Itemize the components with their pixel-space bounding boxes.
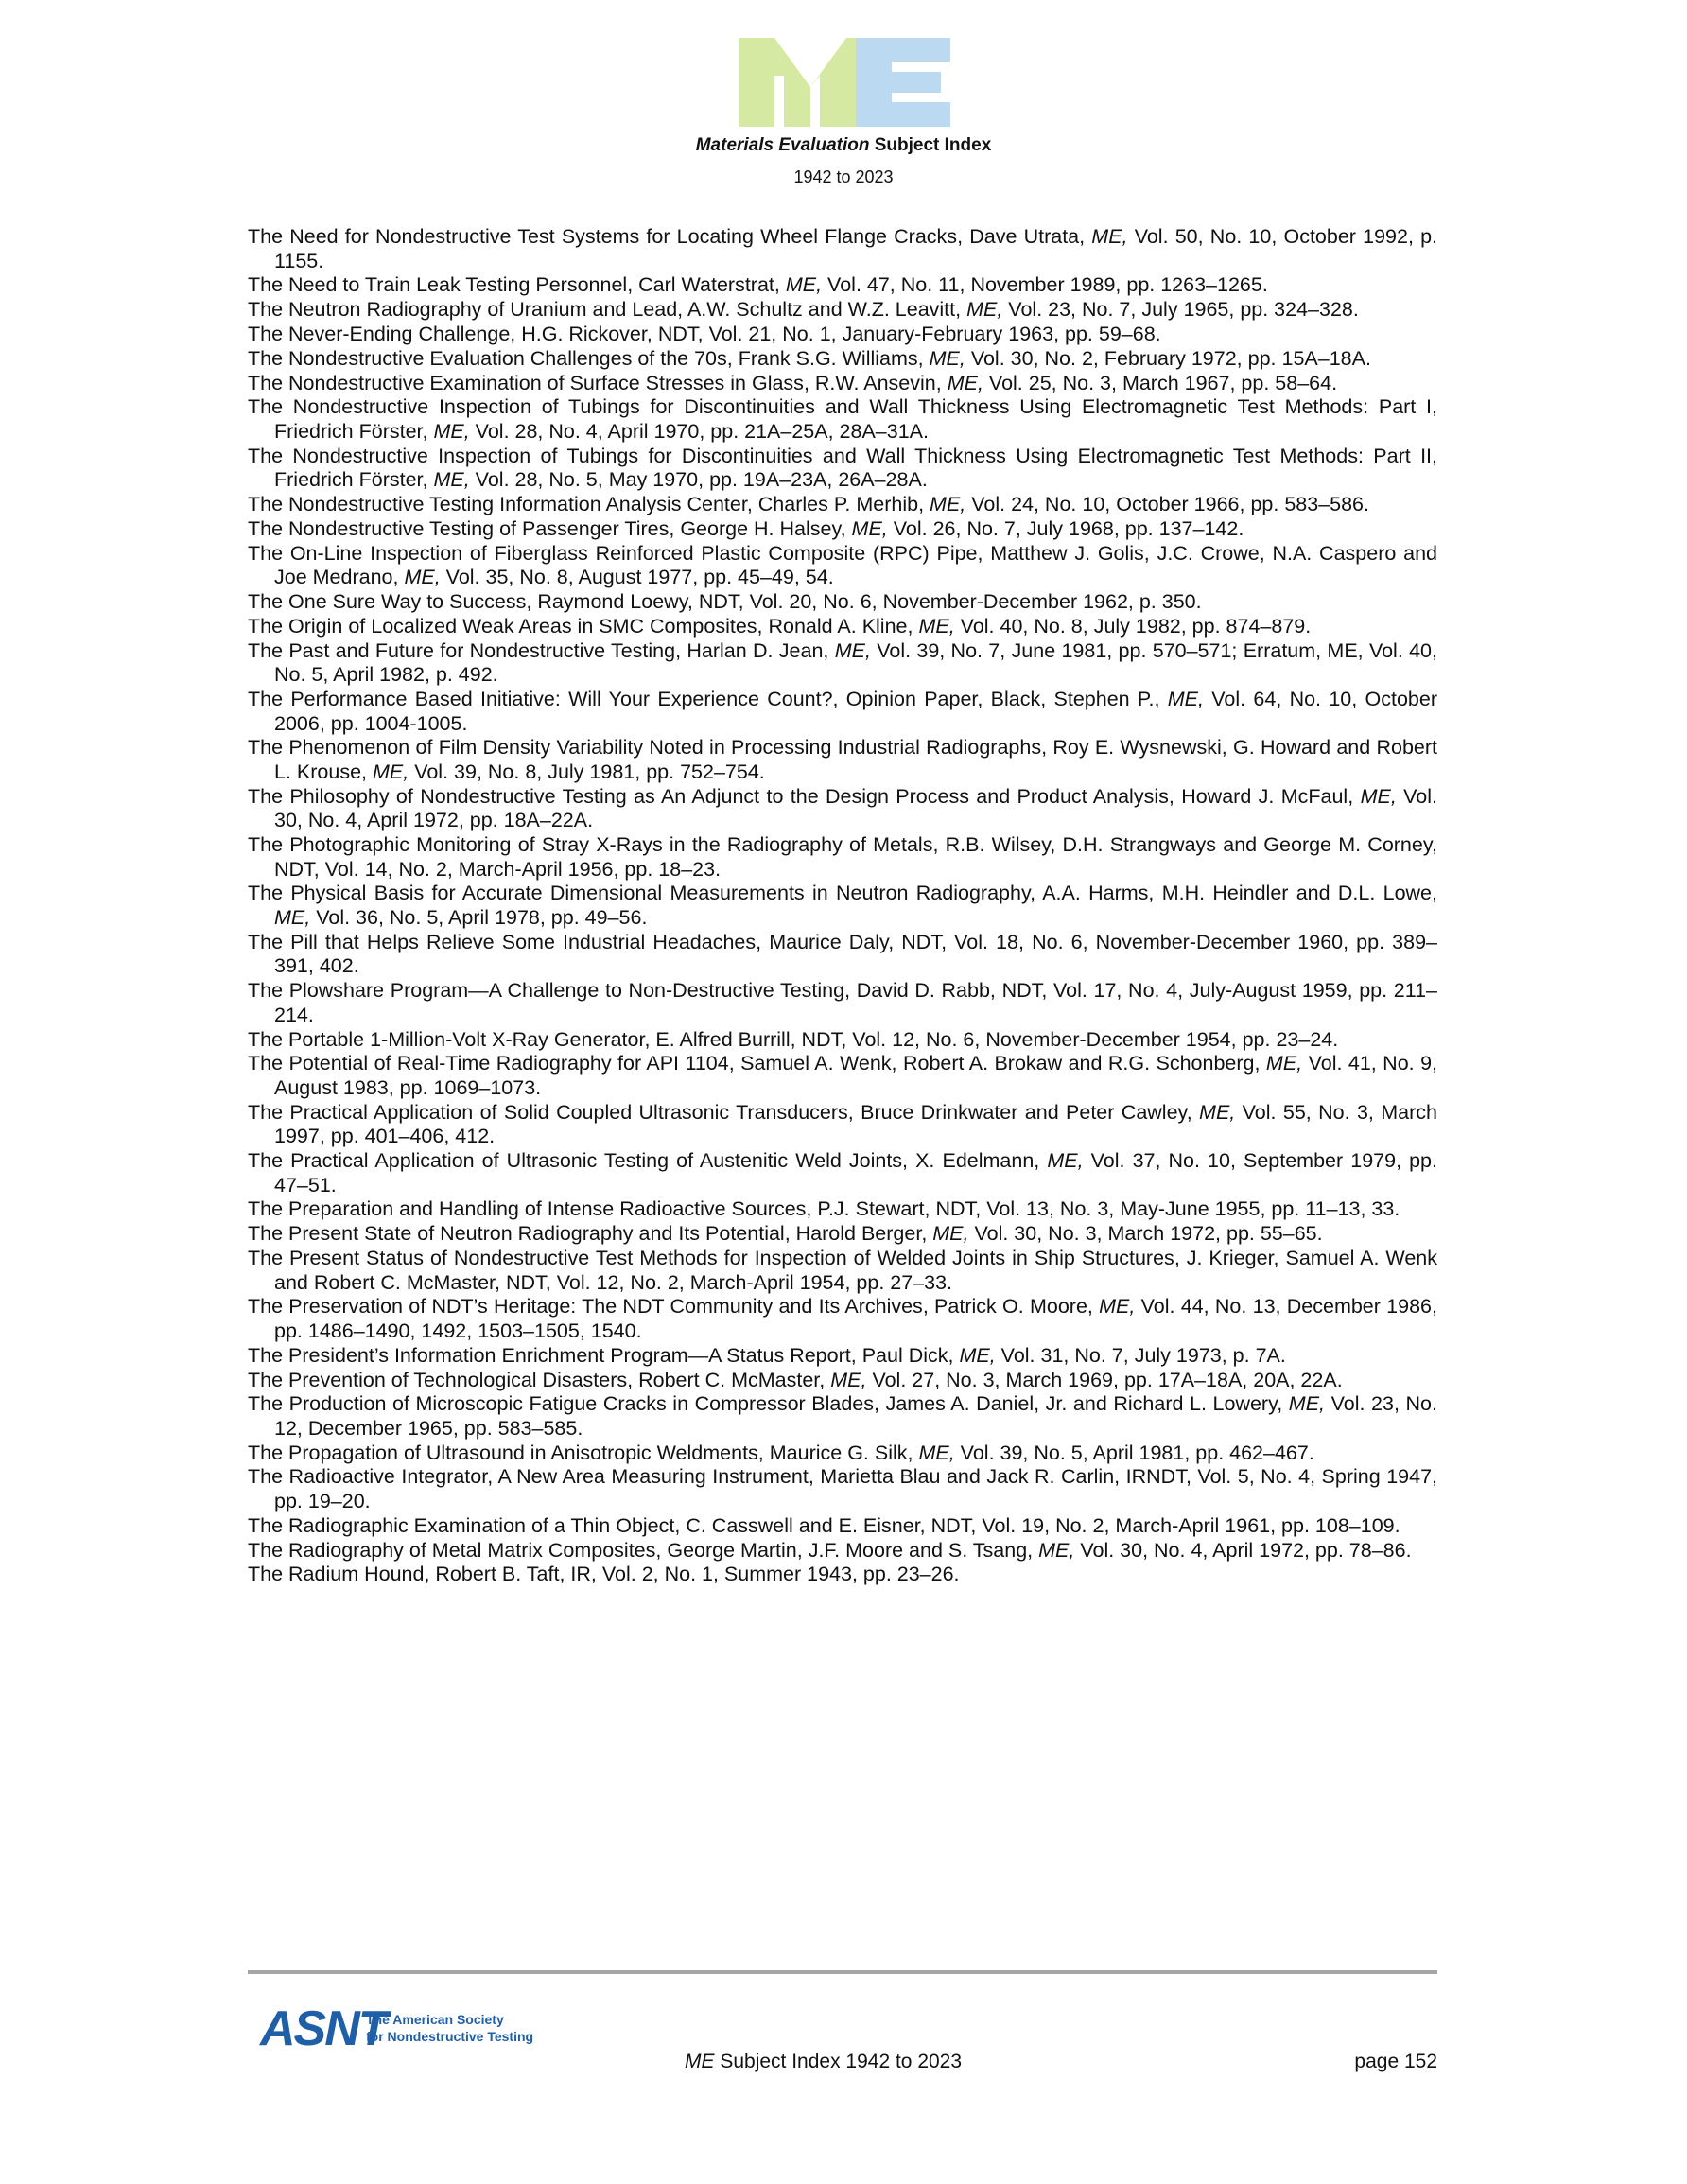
entry-citation: NDT, Vol. 12, No. 2, March-April 1954, pp. 27–33. [505, 1270, 953, 1294]
index-entry: The President’s Information Enrichment Program—A Status Report, Paul Dick, ME, Vol. 31, No. 7, July 1973, p. 7A. [248, 1343, 1286, 1367]
entry-authors: Paul Dick [861, 1343, 948, 1367]
entry-title: The Philosophy of Nondestructive Testing as An Adjunct to the Design Process and Product Analysis [248, 784, 1169, 808]
index-entry: The Origin of Localized Weak Areas in SMC Composites, Ronald A. Kline, ME, Vol. 40, No. 8, July 1982, pp. 874–879. [248, 614, 1312, 638]
index-entry: The On-Line Inspection of Fiberglass Reinforced Plastic Composite (RPC) Pipe, Matthew J. Golis, J.C. Crowe, N.A. Caspero and Joe Medrano, ME, Vol. 35, No. 8, August 1977, pp. 45–49, 54. [248, 541, 1437, 589]
entry-citation: Vol. 25, No. 3, March 1967, pp. 58–64. [983, 371, 1338, 394]
entry-citation: NDT, Vol. 19, No. 2, March-April 1961, pp. 108–109. [930, 1513, 1400, 1537]
entry-title: The Practical Application of Ultrasonic Testing of Austenitic Weld Joints [248, 1149, 903, 1173]
entry-authors: C. Casswell and E. Eisner [686, 1513, 920, 1537]
entry-citation: Vol. 50, No. 10, October 1992, p. 1155. [274, 225, 1438, 272]
entry-citation: Vol. 47, No. 11, November 1989, pp. 1263–1265. [822, 273, 1268, 297]
entry-title: The Performance Based Initiative: Will Your Experience Count?, Opinion Paper [248, 687, 978, 710]
entry-title: The Physical Basis for Accurate Dimensional Measurements in Neutron Radiography [248, 882, 1031, 905]
entry-title: The Neutron Radiography of Uranium and Lead [248, 298, 678, 322]
entry-citation: Vol. 36, No. 5, April 1978, pp. 49–56. [310, 906, 648, 929]
entry-authors: X. Edelmann [915, 1149, 1035, 1173]
entry-title: The Radiography of Metal Matrix Composites [248, 1538, 656, 1562]
index-entry: The Philosophy of Nondestructive Testing as An Adjunct to the Design Process and Product Analysis, Howard J. McFaul, ME, Vol. 30, No. 4, April 1972, pp. 18A–22A. [248, 784, 1438, 832]
entry-authors: A.W. Schultz and W.Z. Leavitt [687, 298, 956, 322]
entry-title: The Present Status of Nondestructive Test Methods for Inspection of Welded Joints in Ship Structures [248, 1247, 1174, 1269]
entry-journal: ME, [1099, 1295, 1136, 1319]
entry-journal: ME, [1288, 1392, 1326, 1416]
index-entry: The Present Status of Nondestructive Test Methods for Inspection of Welded Joints in Ship Structures, J. Krieger, Samuel A. Wenk and Robert C. McMaster, NDT, Vol. 12, No. 2, March-April 1954, pp. 27–33. [248, 1247, 1437, 1294]
entry-authors: Robert C. McMaster [638, 1368, 820, 1391]
entry-title: The Nondestructive Inspection of Tubings for Discontinuities and Wall Thickness Using Electromagnetic Test Methods: Part I [248, 395, 1433, 419]
entry-citation: Vol. 28, No. 5, May 1970, pp. 19A–23A, 26A–28A. [469, 468, 928, 492]
entry-title: The Need to Train Leak Testing Personnel [248, 273, 628, 297]
entry-journal: ME, [830, 1368, 867, 1391]
entry-authors: Raymond Loewy [537, 589, 687, 613]
entry-citation: Vol. 30, No. 2, February 1972, pp. 15A–18A. [965, 346, 1371, 370]
entry-citation: IR, Vol. 2, No. 1, Summer 1943, pp. 23–26. [570, 1563, 960, 1586]
index-entry: The Preservation of NDT’s Heritage: The NDT Community and Its Archives, Patrick O. Moore, ME, Vol. 44, No. 13, December 1986, pp. 1486–1490, 1492, 1503–1505, 1540. [248, 1295, 1437, 1342]
entry-authors: Black, Stephen P. [990, 687, 1155, 710]
index-entry: The Potential of Real-Time Radiography for API 1104, Samuel A. Wenk, Robert A. Brokaw and R.G. Schonberg, ME, Vol. 41, No. 9, August 1983, pp. 1069–1073. [248, 1052, 1437, 1099]
entry-citation: Vol. 30, No. 4, April 1972, pp. 78–86. [1074, 1538, 1412, 1562]
entry-citation: Vol. 24, No. 10, October 1966, pp. 583–586. [965, 493, 1369, 516]
me-logo [739, 38, 950, 127]
entry-journal: ME, [433, 468, 470, 492]
entry-title: The Nondestructive Evaluation Challenges of the 70s [248, 346, 727, 370]
entry-authors: E. Alfred Burrill [655, 1027, 791, 1051]
entry-title: The Potential of Real-Time Radiography for API 1104 [248, 1052, 729, 1075]
entry-citation: Vol. 23, No. 12, December 1965, pp. 583–585. [274, 1392, 1437, 1440]
entry-title: The Preservation of NDT’s Heritage: The NDT Community and Its Archives [248, 1295, 923, 1319]
entry-title: The Practical Application of Solid Coupled Ultrasonic Transducers [248, 1100, 848, 1124]
entry-title: The President’s Information Enrichment Program—A Status Report [248, 1343, 851, 1367]
asnt-org-line2: for Nondestructive Testing [366, 2029, 534, 2044]
asnt-org-line1: The American Society [366, 2012, 504, 2027]
entry-citation: IRNDT, Vol. 5, No. 4, Spring 1947, pp. 19–20. [274, 1465, 1438, 1513]
entry-citation: Vol. 39, No. 8, July 1981, pp. 752–754. [409, 760, 765, 783]
entry-authors: David D. Rabb [856, 979, 990, 1003]
entry-citation: Vol. 30, No. 3, March 1972, pp. 55–65. [968, 1222, 1323, 1246]
entry-authors: Friedrich Förster [274, 468, 423, 492]
entry-title: The Portable 1-Million-Volt X-Ray Generator [248, 1027, 645, 1051]
index-entry: The Performance Based Initiative: Will Your Experience Count?, Opinion Paper, Black, Stephen P., ME, Vol. 64, No. 10, October 2006, pp. 1004-1005. [248, 687, 1437, 735]
entry-authors: Howard J. McFaul [1181, 784, 1348, 808]
entry-authors: Robert B. Taft [435, 1563, 560, 1586]
entry-authors: Maurice G. Silk [769, 1441, 908, 1464]
entry-journal: ME, [433, 419, 470, 443]
index-entry: The Radium Hound, Robert B. Taft, IR, Vol. 2, No. 1, Summer 1943, pp. 23–26. [248, 1563, 960, 1586]
me-logo-e-top [856, 38, 950, 62]
entry-journal: ME, [932, 1222, 969, 1246]
entry-journal: ME, [404, 566, 441, 589]
entry-authors: Patrick O. Moore [934, 1295, 1087, 1319]
entry-title: The Radioactive Integrator, A New Area Measuring Instrument [248, 1465, 809, 1489]
entry-journal: ME, [1038, 1538, 1075, 1562]
entry-title: The Preparation and Handling of Intense Radioactive Sources [248, 1197, 807, 1221]
entry-citation: Vol. 55, No. 3, March 1997, pp. 401–406, 412. [274, 1100, 1437, 1148]
footer-index-label [685, 2051, 962, 2073]
entry-citation: NDT, Vol. 14, No. 2, March-April 1956, pp. 18–23. [274, 857, 722, 881]
entry-journal: ME, [1091, 225, 1128, 248]
index-entry: The Present State of Neutron Radiography and Its Potential, Harold Berger, ME, Vol. 30, No. 3, March 1972, pp. 55–65. [248, 1222, 1323, 1246]
index-entry: The Never-Ending Challenge, H.G. Rickover, NDT, Vol. 21, No. 1, January-February 1963, pp. 59–68. [248, 322, 1161, 345]
entry-title: The Photographic Monitoring of Stray X-Rays in the Radiography of Metals [248, 833, 933, 857]
index-entry: The Nondestructive Testing Information Analysis Center, Charles P. Merhib, ME, Vol. 24, No. 10, October 1966, pp. 583–586. [248, 493, 1369, 516]
index-years: 1942 to 2023 [793, 167, 894, 186]
entry-authors: H.G. Rickover [521, 322, 647, 345]
entry-title: The Nondestructive Inspection of Tubings for Discontinuities and Wall Thickness Using Electromagnetic Test Methods: Part II [248, 444, 1433, 467]
index-entry: The Nondestructive Evaluation Challenges of the 70s, Frank S.G. Williams, ME, Vol. 30, No. 2, February 1972, pp. 15A–18A. [248, 346, 1371, 370]
entry-journal: ME, [1360, 784, 1397, 808]
index-entry: The Practical Application of Solid Coupled Ultrasonic Transducers, Bruce Drinkwater and Peter Cawley, ME, Vol. 55, No. 3, March 1997, pp. 401–406, 412. [248, 1100, 1437, 1148]
entry-title: The Production of Microscopic Fatigue Cracks in Compressor Blades [248, 1392, 875, 1416]
entry-citation: Vol. 27, No. 3, March 1969, pp. 17A–18A, 20A, 22A. [866, 1368, 1343, 1391]
index-entry: The Portable 1-Million-Volt X-Ray Generator, E. Alfred Burrill, NDT, Vol. 12, No. 6, November-December 1954, pp. 23–24. [248, 1027, 1339, 1051]
index-entry: The Phenomenon of Film Density Variability Noted in Processing Industrial Radiographs, Roy E. Wysnewski, G. Howard and Robert L. Krouse, ME, Vol. 39, No. 8, July 1981, pp. 752–754. [248, 736, 1437, 783]
entry-citation: Vol. 40, No. 8, July 1982, pp. 874–879. [954, 614, 1312, 638]
index-entry: The Preparation and Handling of Intense Radioactive Sources, P.J. Stewart, NDT, Vol. 13, No. 3, May-June 1955, pp. 11–13, 33. [248, 1197, 1400, 1221]
index-title-rest: Subject Index [869, 135, 992, 155]
entry-citation: NDT, Vol. 18, No. 6, November-December 1960, pp. 389–391, 402. [274, 930, 1437, 978]
entry-citation: NDT, Vol. 12, No. 6, November-December 1954, pp. 23–24. [801, 1027, 1339, 1051]
index-entry: The Past and Future for Nondestructive Testing, Harlan D. Jean, ME, Vol. 39, No. 7, June 1981, pp. 570–571; Erratum, ME, Vol. 40, No. 5, April 1982, p. 492. [248, 638, 1437, 687]
entry-citation: Vol. 26, No. 7, July 1968, pp. 137–142. [887, 516, 1244, 540]
entry-title: The Nondestructive Testing of Passenger Tires [248, 516, 670, 540]
entry-title: The Never-Ending Challenge [248, 322, 511, 345]
entry-authors: Friedrich Förster [274, 419, 423, 443]
entry-authors: Harold Berger [795, 1222, 922, 1246]
entry-authors: A.A. Harms, M.H. Heindler and D.L. Lowe [1042, 882, 1433, 905]
entry-title: The Need for Nondestructive Test Systems for Locating Wheel Flange Cracks [248, 225, 958, 248]
index-entry: The Nondestructive Examination of Surface Stresses in Glass, R.W. Ansevin, ME, Vol. 25, No. 3, March 1967, pp. 58–64. [248, 371, 1338, 394]
entry-authors: J. Krieger, Samuel A. Wenk and Robert C. McMaster [274, 1247, 1437, 1294]
entry-authors: George Martin, J.F. Moore and S. Tsang [667, 1538, 1028, 1562]
entry-journal: ME, [1265, 1052, 1303, 1075]
index-entry: The Plowshare Program—A Challenge to Non-Destructive Testing, David D. Rabb, NDT, Vol. 17, No. 4, July-August 1959, pp. 211–214. [248, 979, 1437, 1026]
me-logo-m-right [810, 38, 856, 127]
entry-title: The Plowshare Program—A Challenge to Non-Destructive Testing [248, 979, 845, 1003]
entry-authors: Samuel A. Wenk, Robert A. Brokaw and R.G. Schonberg [740, 1052, 1255, 1075]
entry-journal: ME, [930, 493, 966, 516]
entry-journal: ME, [274, 906, 311, 929]
entry-journal: ME, [834, 638, 871, 662]
entry-authors: Carl Waterstrat [638, 273, 774, 297]
entry-journal: ME, [918, 614, 955, 638]
entry-journal: ME, [959, 1343, 996, 1367]
index-entry: The Photographic Monitoring of Stray X-Rays in the Radiography of Metals, R.B. Wilsey, D.H. Strangways and George M. Corney, NDT, Vol. 14, No. 2, March-April 1956, pp. 18–23. [248, 833, 1437, 881]
entry-journal: ME, [1199, 1100, 1236, 1124]
me-logo-m [739, 38, 810, 127]
entry-journal: ME, [966, 298, 1003, 322]
entry-title: The Phenomenon of Film Density Variability Noted in Processing Industrial Radiographs [248, 736, 1042, 760]
entry-authors: George H. Halsey [680, 516, 841, 540]
entry-journal: ME, [1047, 1149, 1084, 1173]
index-title [0, 135, 1687, 156]
index-entry: The Propagation of Ultrasound in Anisotropic Weldments, Maurice G. Silk, ME, Vol. 39, No. 5, April 1981, pp. 462–467. [248, 1441, 1314, 1464]
index-entry: The One Sure Way to Success, Raymond Loewy, NDT, Vol. 20, No. 6, November-December 1962, p. 350. [248, 589, 1202, 613]
entry-journal: ME, [947, 371, 983, 394]
index-entry: The Nondestructive Inspection of Tubings for Discontinuities and Wall Thickness Using Electromagnetic Test Methods: Part I, Friedrich Förster, ME, Vol. 28, No. 4, April 1970, pp. 21A–25A, 28A–31A. [248, 395, 1437, 443]
index-entry: The Production of Microscopic Fatigue Cracks in Compressor Blades, James A. Daniel, Jr. and Richard L. Lowery, ME, Vol. 23, No. 12, December 1965, pp. 583–585. [248, 1392, 1437, 1440]
entry-citation: NDT, Vol. 21, No. 1, January-February 1963, pp. 59–68. [657, 322, 1161, 345]
index-entry: The Neutron Radiography of Uranium and Lead, A.W. Schultz and W.Z. Leavitt, ME, Vol. 23, No. 7, July 1965, pp. 324–328. [248, 298, 1359, 322]
entry-authors: Charles P. Merhib [757, 493, 919, 516]
index-entry: The Nondestructive Testing of Passenger Tires, George H. Halsey, ME, Vol. 26, No. 7, July 1968, pp. 137–142. [248, 516, 1244, 540]
entry-authors: Harlan D. Jean [687, 638, 824, 662]
entry-authors: Ronald A. Kline [768, 614, 908, 638]
entry-journal: ME, [785, 273, 823, 297]
entry-citation: NDT, Vol. 13, No. 3, May-June 1955, pp. 11–13, 33. [935, 1197, 1400, 1221]
index-entry: The Nondestructive Inspection of Tubings for Discontinuities and Wall Thickness Using Electromagnetic Test Methods: Part II, Friedrich Förster, ME, Vol. 28, No. 5, May 1970, pp. 19A–23A, 26A–28A. [248, 444, 1437, 492]
entry-journal: ME, [1167, 687, 1204, 710]
entry-authors: Roy E. Wysnewski, G. Howard and Robert L. Krouse [274, 736, 1437, 783]
index-entry: The Radioactive Integrator, A New Area Measuring Instrument, Marietta Blau and Jack R. Carlin, IRNDT, Vol. 5, No. 4, Spring 1947, pp. 19–20. [248, 1465, 1438, 1513]
entry-title: The On-Line Inspection of Fiberglass Reinforced Plastic Composite (RPC) Pipe [248, 541, 978, 565]
index-entry: The Need for Nondestructive Test Systems for Locating Wheel Flange Cracks, Dave Utrata, ME, Vol. 50, No. 10, October 1992, p. 1155. [248, 225, 1438, 272]
asnt-logo-wordmark: ASNT [260, 2001, 387, 2056]
index-entry: The Practical Application of Ultrasonic Testing of Austenitic Weld Joints, X. Edelmann, ME, Vol. 37, No. 10, September 1979, pp. 47–51. [248, 1149, 1437, 1197]
entry-journal: ME, [851, 516, 888, 540]
entry-citation: Vol. 23, No. 7, July 1965, pp. 324–328. [1002, 298, 1359, 322]
index-entry: The Prevention of Technological Disasters, Robert C. McMaster, ME, Vol. 27, No. 3, March 1969, pp. 17A–18A, 20A, 22A. [248, 1368, 1343, 1391]
entry-citation: Vol. 37, No. 10, September 1979, pp. 47–51. [274, 1149, 1437, 1197]
entry-journal: ME, [918, 1441, 955, 1464]
entry-authors: Bruce Drinkwater and Peter Cawley [861, 1100, 1187, 1124]
index-entry: The Radiographic Examination of a Thin Object, C. Casswell and E. Eisner, NDT, Vol. 19, No. 2, March-April 1961, pp. 108–109. [248, 1513, 1400, 1537]
asnt-logo [260, 1998, 534, 2058]
entry-authors: Maurice Daly [769, 930, 889, 953]
index-entry: The Radiography of Metal Matrix Composites, George Martin, J.F. Moore and S. Tsang, ME, Vol. 30, No. 4, April 1972, pp. 78–86. [248, 1538, 1412, 1562]
entry-title: The Radiographic Examination of a Thin Object [248, 1513, 675, 1537]
entry-citation: Vol. 30, No. 4, April 1972, pp. 18A–22A. [274, 784, 1438, 832]
index-title-italic: Materials Evaluation [695, 135, 870, 155]
entry-citation: NDT, Vol. 17, No. 4, July-August 1959, pp. 211–214. [274, 979, 1437, 1026]
index-entry: The Need to Train Leak Testing Personnel, Carl Waterstrat, ME, Vol. 47, No. 11, November 1989, pp. 1263–1265. [248, 273, 1268, 297]
entry-title: The Nondestructive Examination of Surface Stresses in Glass [248, 371, 804, 394]
entry-authors: R.W. Ansevin [814, 371, 936, 394]
entry-citation: Vol. 28, No. 4, April 1970, pp. 21A–25A, 28A–31A. [469, 419, 929, 443]
entry-citation: Vol. 31, No. 7, July 1973, p. 7A. [995, 1343, 1286, 1367]
entry-title: The One Sure Way to Success [248, 589, 527, 613]
entry-authors: P.J. Stewart [817, 1197, 925, 1221]
entry-title: The Nondestructive Testing Information Analysis Center [248, 493, 747, 516]
entry-title: The Pill that Helps Relieve Some Industrial Headaches [248, 930, 757, 953]
entry-citation: Vol. 35, No. 8, August 1977, pp. 45–49, 54. [440, 566, 834, 589]
entry-title: The Origin of Localized Weak Areas in SMC Composites [248, 614, 757, 638]
entry-authors: Marietta Blau and Jack R. Carlin [820, 1465, 1115, 1489]
me-logo-e-bottom [856, 102, 950, 127]
me-logo-e-mid [856, 72, 941, 93]
entry-authors: R.B. Wilsey, D.H. Strangways and George M. Corney [945, 833, 1433, 857]
entry-title: The Radium Hound [248, 1563, 425, 1586]
page-number: page 152 [1354, 2051, 1437, 2072]
entry-list [248, 225, 1437, 1587]
footer-index-italic: ME [685, 2051, 715, 2072]
index-entry: The Physical Basis for Accurate Dimensional Measurements in Neutron Radiography, A.A. Harms, M.H. Heindler and D.L. Lowe, ME, Vol. 36, No. 5, April 1978, pp. 49–56. [248, 882, 1438, 929]
entry-authors: James A. Daniel, Jr. and Richard L. Lowery [885, 1392, 1278, 1416]
footer-divider [248, 1970, 1437, 1974]
entry-authors: Dave Utrata [969, 225, 1080, 248]
entry-journal: ME, [929, 346, 965, 370]
entry-title: The Propagation of Ultrasound in Anisotropic Weldments [248, 1441, 758, 1464]
entry-authors: Matthew J. Golis, J.C. Crowe, N.A. Caspero and Joe Medrano [274, 541, 1437, 589]
entry-citation: NDT, Vol. 20, No. 6, November-December 1962, p. 350. [698, 589, 1202, 613]
entry-citation: Vol. 44, No. 13, December 1986, pp. 1486–1490, 1492, 1503–1505, 1540. [274, 1295, 1437, 1342]
footer-index-rest: Subject Index 1942 to 2023 [714, 2051, 963, 2072]
entry-journal: ME, [372, 760, 409, 783]
entry-citation: Vol. 39, No. 5, April 1981, pp. 462–467. [954, 1441, 1314, 1464]
entry-title: The Present State of Neutron Radiography and Its Potential [248, 1222, 785, 1246]
entry-citation: Vol. 39, No. 7, June 1981, pp. 570–571; Erratum, ME, Vol. 40, No. 5, April 1982, p. 492. [274, 638, 1437, 687]
entry-citation: Vol. 64, No. 10, October 2006, pp. 1004-1005. [274, 687, 1437, 735]
entry-title: The Prevention of Technological Disasters [248, 1368, 628, 1391]
entry-title: The Past and Future for Nondestructive Testing [248, 638, 676, 662]
entry-authors: Frank S.G. Williams [738, 346, 918, 370]
index-entry: The Pill that Helps Relieve Some Industrial Headaches, Maurice Daly, NDT, Vol. 18, No. 6, November-December 1960, pp. 389–391, 402. [248, 930, 1437, 978]
entry-citation: Vol. 41, No. 9, August 1983, pp. 1069–1073. [274, 1052, 1437, 1099]
